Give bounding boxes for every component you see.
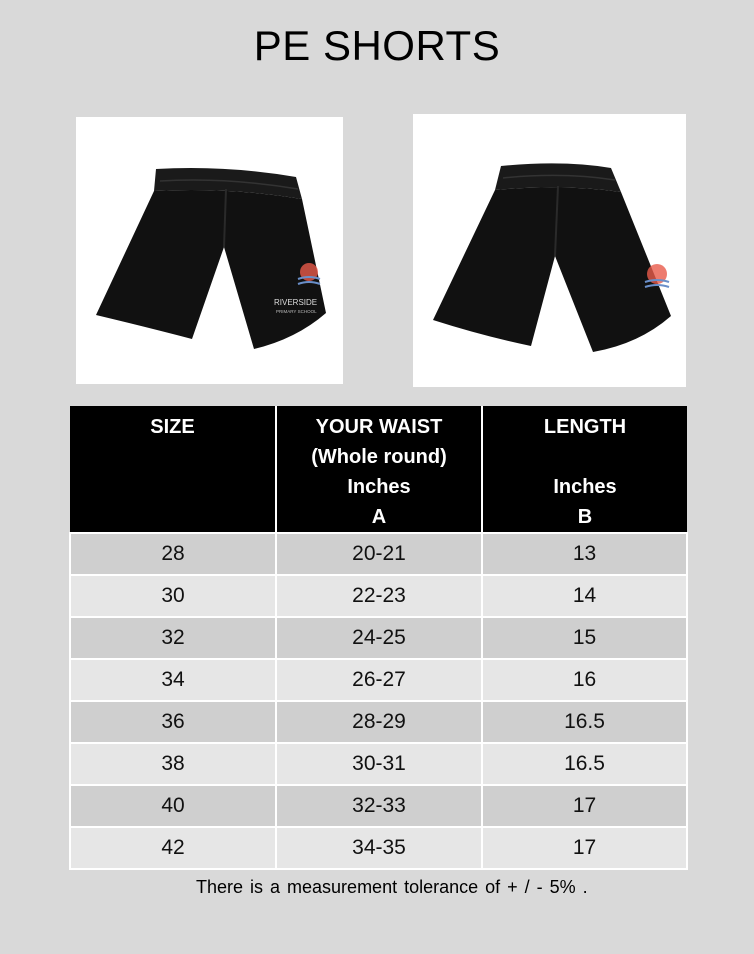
header-size: SIZE xyxy=(70,406,276,533)
cell-size: 32 xyxy=(70,617,276,659)
cell-length: 16.5 xyxy=(482,701,687,743)
table-row xyxy=(70,575,687,617)
cell-waist: 30-31 xyxy=(276,743,482,785)
cell-waist: 32-33 xyxy=(276,785,482,827)
tolerance-note: There is a measurement tolerance of + / - 5% . xyxy=(196,877,588,897)
shorts-brand-label: RIVERSIDE xyxy=(274,298,318,307)
cell-waist: 26-27 xyxy=(276,659,482,701)
cell-size: 36 xyxy=(70,701,276,743)
cell-length: 17 xyxy=(482,827,687,869)
shorts-front-illustration xyxy=(76,117,343,384)
cell-size: 40 xyxy=(70,785,276,827)
cell-length: 17 xyxy=(482,785,687,827)
header-waist: YOUR WAIST (Whole round) Inches A xyxy=(276,406,482,533)
table-row xyxy=(70,617,687,659)
table-row xyxy=(70,785,687,827)
cell-waist: 28-29 xyxy=(276,701,482,743)
cell-size: 42 xyxy=(70,827,276,869)
table-row xyxy=(70,701,687,743)
shorts-back-image xyxy=(413,114,686,387)
header-length: LENGTH Inches B xyxy=(482,406,687,533)
cell-length: 14 xyxy=(482,575,687,617)
cell-length: 15 xyxy=(482,617,687,659)
cell-size: 34 xyxy=(70,659,276,701)
size-chart-table xyxy=(69,406,688,870)
cell-waist: 20-21 xyxy=(276,533,482,575)
table-header-row xyxy=(70,406,687,533)
shorts-back-illustration xyxy=(413,114,686,387)
page-title: PE SHORTS xyxy=(253,22,501,69)
shorts-front-image xyxy=(76,117,343,384)
table-row xyxy=(70,533,687,575)
shorts-brand-sublabel: PRIMARY SCHOOL xyxy=(276,309,317,314)
cell-waist: 22-23 xyxy=(276,575,482,617)
cell-length: 13 xyxy=(482,533,687,575)
cell-length: 16.5 xyxy=(482,743,687,785)
table-row xyxy=(70,827,687,869)
cell-waist: 34-35 xyxy=(276,827,482,869)
cell-size: 38 xyxy=(70,743,276,785)
cell-length: 16 xyxy=(482,659,687,701)
cell-waist: 24-25 xyxy=(276,617,482,659)
table-row xyxy=(70,743,687,785)
table-row xyxy=(70,659,687,701)
cell-size: 28 xyxy=(70,533,276,575)
cell-size: 30 xyxy=(70,575,276,617)
